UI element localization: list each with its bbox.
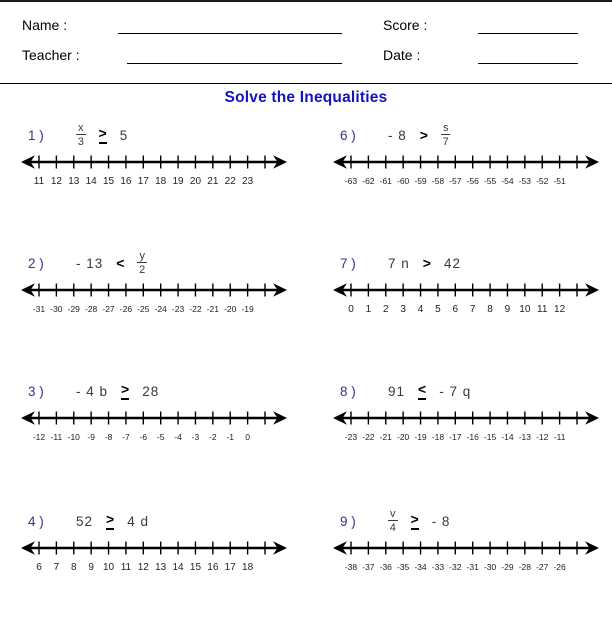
svg-text:10: 10 <box>102 562 115 573</box>
svg-text:14: 14 <box>85 176 97 187</box>
svg-text:-30: -30 <box>50 304 63 314</box>
score-label: Score : <box>383 17 428 33</box>
svg-text:-8: -8 <box>104 432 113 442</box>
svg-text:-35: -35 <box>397 562 410 572</box>
svg-text:21: 21 <box>207 176 219 187</box>
svg-text:13: 13 <box>155 562 167 573</box>
svg-text:-26: -26 <box>553 562 566 572</box>
svg-text:-17: -17 <box>449 432 462 442</box>
problem-3 <box>20 374 288 452</box>
fraction: $\frac{s}{7}$ <box>442 121 449 148</box>
inequality-ge-symbol: > <box>99 126 107 144</box>
svg-text:12: 12 <box>50 176 62 187</box>
problem-number: 3 ) <box>28 383 44 399</box>
inequality-lt-symbol: < <box>116 255 125 271</box>
svg-text:16: 16 <box>120 176 132 187</box>
svg-text:19: 19 <box>172 176 184 187</box>
svg-text:-55: -55 <box>483 176 497 186</box>
svg-text:-57: -57 <box>449 176 462 186</box>
page-title: Solve the Inequalities <box>224 89 388 106</box>
svg-text:-4: -4 <box>174 432 182 442</box>
number-line <box>332 280 600 324</box>
svg-text:4: 4 <box>417 304 424 315</box>
svg-text:7: 7 <box>53 562 60 573</box>
inequality-gt-symbol: > <box>422 255 431 271</box>
svg-text:-20: -20 <box>224 304 237 314</box>
svg-text:-22: -22 <box>189 304 202 314</box>
svg-text:0: 0 <box>348 304 354 315</box>
svg-text:-62: -62 <box>362 176 375 186</box>
inequality-expression <box>388 256 461 271</box>
svg-text:12: 12 <box>137 562 149 573</box>
problem-number: 9 ) <box>340 513 356 529</box>
problem-9 <box>332 504 600 582</box>
svg-text:20: 20 <box>189 176 202 187</box>
fraction: $\frac{x}{3}$ <box>77 121 84 148</box>
svg-text:-37: -37 <box>362 562 375 572</box>
expression-text: 28 <box>142 383 160 399</box>
inequality-expression <box>76 122 128 149</box>
svg-text:-11: -11 <box>50 432 63 442</box>
svg-text:6: 6 <box>36 562 42 573</box>
svg-text:-29: -29 <box>67 304 80 314</box>
expression-text: 5 <box>119 127 129 143</box>
svg-text:-14: -14 <box>501 432 514 442</box>
problem-number: 4 ) <box>28 513 44 529</box>
svg-text:-7: -7 <box>122 432 130 442</box>
svg-text:-32: -32 <box>449 562 462 572</box>
svg-text:9: 9 <box>504 304 511 315</box>
svg-text:-34: -34 <box>414 562 427 572</box>
svg-text:-56: -56 <box>466 176 479 186</box>
inequality-expression <box>388 382 471 400</box>
svg-text:-23: -23 <box>344 432 358 442</box>
number-line <box>20 408 288 452</box>
number-line <box>332 152 600 196</box>
svg-text:-54: -54 <box>501 176 514 186</box>
svg-text:-27: -27 <box>102 304 115 314</box>
svg-text:-30: -30 <box>483 562 497 572</box>
svg-text:-25: -25 <box>137 304 150 314</box>
svg-text:11: 11 <box>33 176 45 187</box>
svg-text:-21: -21 <box>379 432 392 442</box>
svg-text:-61: -61 <box>379 176 392 186</box>
expression-text: - 8 <box>388 127 407 143</box>
problem-4 <box>20 504 288 582</box>
svg-text:11: 11 <box>537 304 548 315</box>
svg-text:-19: -19 <box>414 432 427 442</box>
svg-text:-38: -38 <box>344 562 358 572</box>
name-blank-line <box>118 33 342 34</box>
svg-text:0: 0 <box>245 432 250 442</box>
svg-text:-28: -28 <box>518 562 531 572</box>
svg-text:-28: -28 <box>85 304 98 314</box>
svg-text:-10: -10 <box>67 432 80 442</box>
expression-text: - 4 b <box>76 383 109 399</box>
score-blank-line <box>478 33 578 34</box>
svg-text:22: 22 <box>224 176 236 187</box>
svg-text:-27: -27 <box>536 562 549 572</box>
expression-text: - 13 <box>76 255 104 271</box>
expression-text: - 8 <box>431 513 451 529</box>
date-blank-line <box>478 63 578 64</box>
inequality-le-symbol: < <box>418 382 426 400</box>
svg-text:15: 15 <box>102 176 115 187</box>
inequality-expression <box>76 250 147 277</box>
inequality-ge-symbol: > <box>411 512 419 530</box>
svg-text:-1: -1 <box>226 432 235 442</box>
svg-text:-5: -5 <box>156 432 165 442</box>
inequality-ge-symbol: > <box>121 382 129 400</box>
fraction: $\frac{v}{4}$ <box>389 507 396 534</box>
svg-text:-22: -22 <box>362 432 375 442</box>
expression-text: 7 n <box>388 255 410 271</box>
svg-text:-31: -31 <box>466 562 479 572</box>
svg-text:-6: -6 <box>139 432 148 442</box>
inequality-ge-symbol: > <box>106 512 114 530</box>
problem-number: 8 ) <box>340 383 356 399</box>
problem-6 <box>332 118 600 196</box>
svg-text:1: 1 <box>365 304 372 315</box>
problem-7 <box>332 246 600 324</box>
svg-text:2: 2 <box>382 304 389 315</box>
number-line <box>20 152 288 196</box>
svg-text:-18: -18 <box>431 432 445 442</box>
inequality-expression <box>76 382 159 400</box>
expression-text: 52 <box>76 513 94 529</box>
svg-text:9: 9 <box>88 562 94 573</box>
svg-text:23: 23 <box>242 176 254 187</box>
svg-text:15: 15 <box>189 562 202 573</box>
svg-text:18: 18 <box>155 176 167 187</box>
svg-text:6: 6 <box>452 304 459 315</box>
svg-text:-58: -58 <box>431 176 445 186</box>
number-line <box>332 538 600 582</box>
svg-text:-59: -59 <box>414 176 427 186</box>
svg-text:12: 12 <box>554 304 566 315</box>
svg-text:10: 10 <box>519 304 531 315</box>
expression-text: - 7 q <box>439 383 472 399</box>
svg-text:-15: -15 <box>483 432 497 442</box>
svg-text:-2: -2 <box>209 432 217 442</box>
expression-text: 91 <box>388 383 406 399</box>
svg-text:14: 14 <box>172 562 184 573</box>
expression-text: 42 <box>443 255 461 271</box>
svg-text:18: 18 <box>242 562 254 573</box>
svg-text:-51: -51 <box>553 176 566 186</box>
date-label: Date : <box>383 47 421 63</box>
svg-text:-31: -31 <box>32 304 46 314</box>
problem-number: 1 ) <box>28 127 44 143</box>
svg-text:-9: -9 <box>87 432 95 442</box>
svg-text:-26: -26 <box>119 304 133 314</box>
svg-text:16: 16 <box>207 562 219 573</box>
svg-text:-20: -20 <box>397 432 410 442</box>
svg-text:7: 7 <box>469 304 476 315</box>
svg-text:-24: -24 <box>154 304 167 314</box>
inequality-expression <box>76 512 149 530</box>
svg-text:-33: -33 <box>431 562 445 572</box>
svg-text:17: 17 <box>224 562 236 573</box>
problem-number: 2 ) <box>28 255 44 271</box>
svg-text:-12: -12 <box>32 432 46 442</box>
header-divider-line <box>0 83 612 84</box>
svg-text:-63: -63 <box>344 176 358 186</box>
svg-text:8: 8 <box>70 562 77 573</box>
name-label: Name : <box>22 17 68 33</box>
number-line <box>20 538 288 582</box>
svg-text:3: 3 <box>400 304 406 315</box>
svg-text:-19: -19 <box>241 304 254 314</box>
inequality-gt-symbol: > <box>419 127 428 143</box>
inequality-expression <box>388 508 450 535</box>
svg-text:17: 17 <box>137 176 149 187</box>
inequality-expression <box>388 122 450 149</box>
svg-text:-36: -36 <box>379 562 392 572</box>
top-border-line <box>0 0 612 2</box>
svg-text:-21: -21 <box>206 304 219 314</box>
problem-2 <box>20 246 288 324</box>
svg-text:-23: -23 <box>171 304 185 314</box>
svg-text:-29: -29 <box>501 562 514 572</box>
problem-8 <box>332 374 600 452</box>
svg-text:8: 8 <box>487 304 493 315</box>
svg-text:-3: -3 <box>191 432 200 442</box>
teacher-label: Teacher : <box>22 47 80 63</box>
svg-text:13: 13 <box>68 176 80 187</box>
expression-text: 4 d <box>127 513 149 529</box>
svg-text:-13: -13 <box>518 432 531 442</box>
svg-text:-11: -11 <box>553 432 566 442</box>
svg-text:-60: -60 <box>397 176 410 186</box>
problem-number: 7 ) <box>340 255 356 271</box>
problem-1 <box>20 118 288 196</box>
svg-text:-52: -52 <box>536 176 549 186</box>
svg-text:-53: -53 <box>518 176 531 186</box>
svg-text:5: 5 <box>435 304 441 315</box>
number-line <box>20 280 288 324</box>
teacher-blank-line <box>127 63 342 64</box>
fraction: $\frac{y}{2}$ <box>139 249 146 276</box>
problem-number: 6 ) <box>340 127 356 143</box>
number-line <box>332 408 600 452</box>
svg-text:-16: -16 <box>466 432 479 442</box>
svg-text:-12: -12 <box>536 432 549 442</box>
svg-text:11: 11 <box>120 562 132 573</box>
